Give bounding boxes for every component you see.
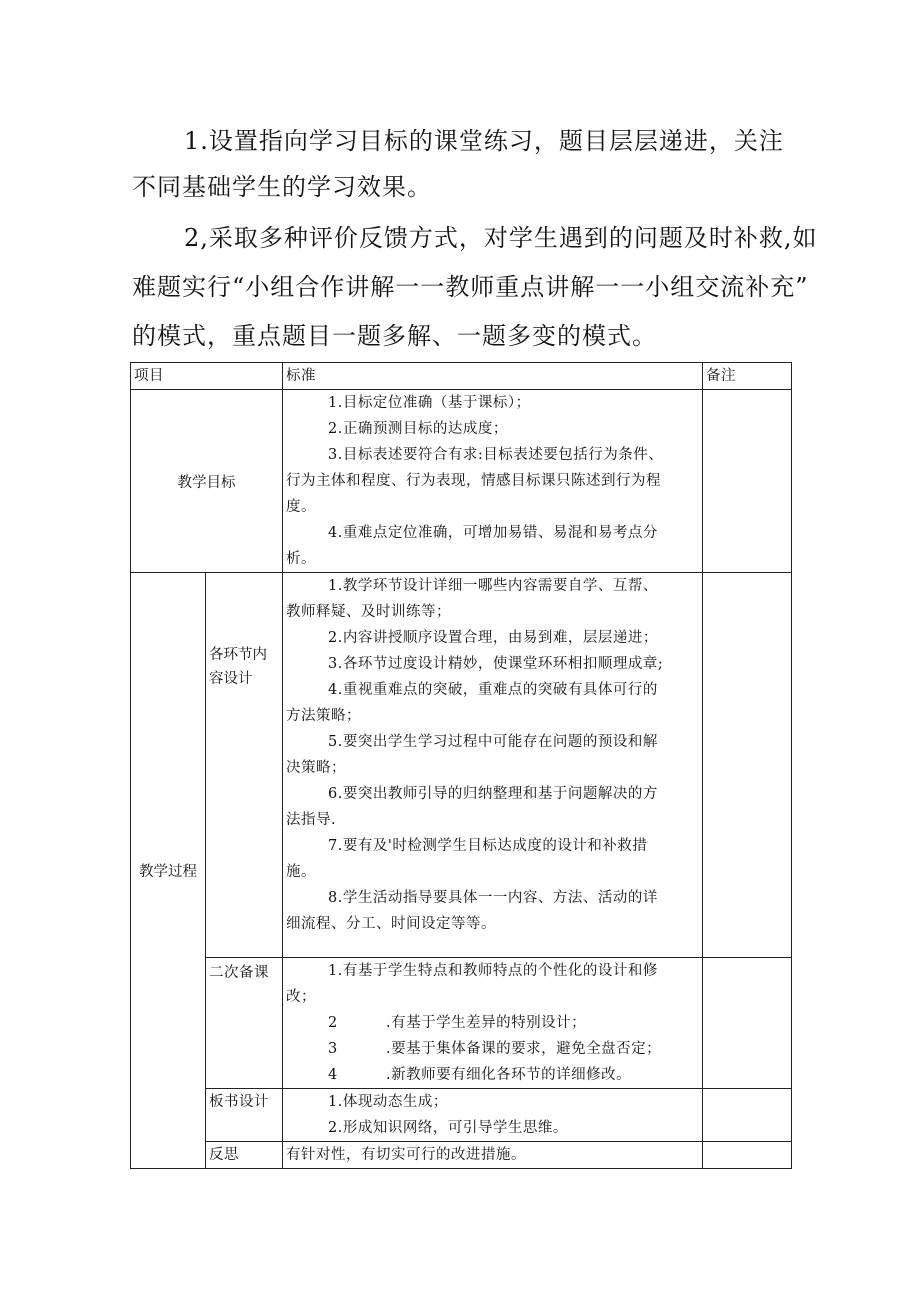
teaching-process-label: 教学过程 [131, 573, 206, 1169]
teaching-goal-note [703, 390, 792, 573]
board-line: 1.体现动态生成； [328, 1094, 448, 1110]
goal-line: 析。 [286, 551, 316, 567]
teaching-goal-standard [283, 390, 703, 573]
standards-table [130, 362, 792, 1169]
section-design-label: 各环节内容设计 [206, 573, 283, 958]
teaching-goal-label: 教学目标 [131, 390, 283, 573]
secondary-item: 4 .新教师要有细化各环节的详细修改。 [328, 1067, 632, 1083]
goal-line: 1.目标定位准确（基于课标）； [328, 395, 531, 411]
goal-line: 度。 [286, 499, 316, 515]
design-line: 施。 [286, 864, 316, 880]
section-board-note [703, 1089, 792, 1142]
secondary-line: 1.有基于学生特点和教师特点的个性化的设计和修 [328, 963, 658, 979]
design-line: 6.要突出教师引导的归纳整理和基于问题解决的方 [328, 786, 658, 802]
design-line: 8.学生活动指导要具体一一内容、方法、活动的详 [328, 890, 658, 906]
design-line: 7.要有及'时检测学生目标达成度的设计和补救措 [328, 838, 648, 854]
board-line: 2.形成知识网络，可引导学生思维。 [328, 1120, 568, 1136]
section-secondary-note [703, 958, 792, 1089]
secondary-item: 2 .有基于学生差异的特别设计； [328, 1015, 587, 1031]
goal-line: 行为主体和程度、行为表现，情感目标课只陈述到行为程 [286, 473, 661, 489]
section-board-standard [283, 1089, 703, 1142]
secondary-item: 3 .要基于集体备课的要求，避免全盘否定； [328, 1041, 662, 1057]
header-note: 备注 [703, 363, 792, 390]
goal-line: 3.目标表述要符合有求:目标表述要包括行为条件、 [328, 447, 664, 463]
design-line: 1.教学环节设计详细一哪些内容需要自学、互帮、 [328, 578, 658, 594]
design-line: 法指导. [286, 812, 337, 828]
paragraph-2-line-1: 2,采取多种评价反馈方式，对学生遇到的问题及时补救,如 [184, 224, 818, 252]
design-line: 4.重视重难点的突破，重难点的突破有具体可行的 [328, 682, 658, 698]
section-secondary-standard [283, 958, 703, 1089]
section-reflection-label: 反思 [206, 1142, 283, 1169]
design-line: 决策略； [286, 760, 346, 776]
section-reflection-note [703, 1142, 792, 1169]
section-board-label: 板书设计 [206, 1089, 283, 1142]
section-reflection-standard: 有针对性，有切实可行的改进措施。 [283, 1142, 703, 1169]
header-standard: 标准 [283, 363, 703, 390]
paragraph-2-line-2: 难题实行“小组合作讲解一一教师重点讲解一一小组交流补充” [132, 273, 809, 301]
goal-line: 2.正确预测目标的达成度； [328, 421, 508, 437]
design-line: 教师释疑、及时训练等； [286, 604, 451, 620]
design-line: 细流程、分工、时间设定等等。 [286, 916, 496, 932]
section-design-note [703, 573, 792, 958]
header-item: 项目 [131, 363, 283, 390]
paragraph-2-line-3: 的模式，重点题目一题多解、一题多变的模式。 [132, 322, 657, 350]
design-line: 5.要突出学生学习过程中可能存在问题的预设和解 [328, 734, 658, 750]
design-line: 2.内容讲授顺序设置合理，由易到难，层层递进； [328, 630, 658, 646]
section-design-standard [283, 573, 703, 958]
secondary-line: 改； [286, 989, 316, 1005]
paragraph-1-line-1: 1.设置指向学习目标的课堂练习，题目层层递进，关注 [184, 127, 784, 155]
paragraph-1-line-2: 不同基础学生的学习效果。 [132, 173, 432, 201]
section-secondary-label: 二次备课 [206, 958, 283, 1089]
design-line: 3.各环节过度设计精妙，使课堂环环相扣顺理成章; [328, 656, 664, 672]
goal-line: 4.重难点定位准确，可增加易错、易混和易考点分 [328, 525, 658, 541]
design-line: 方法策略； [286, 708, 361, 724]
